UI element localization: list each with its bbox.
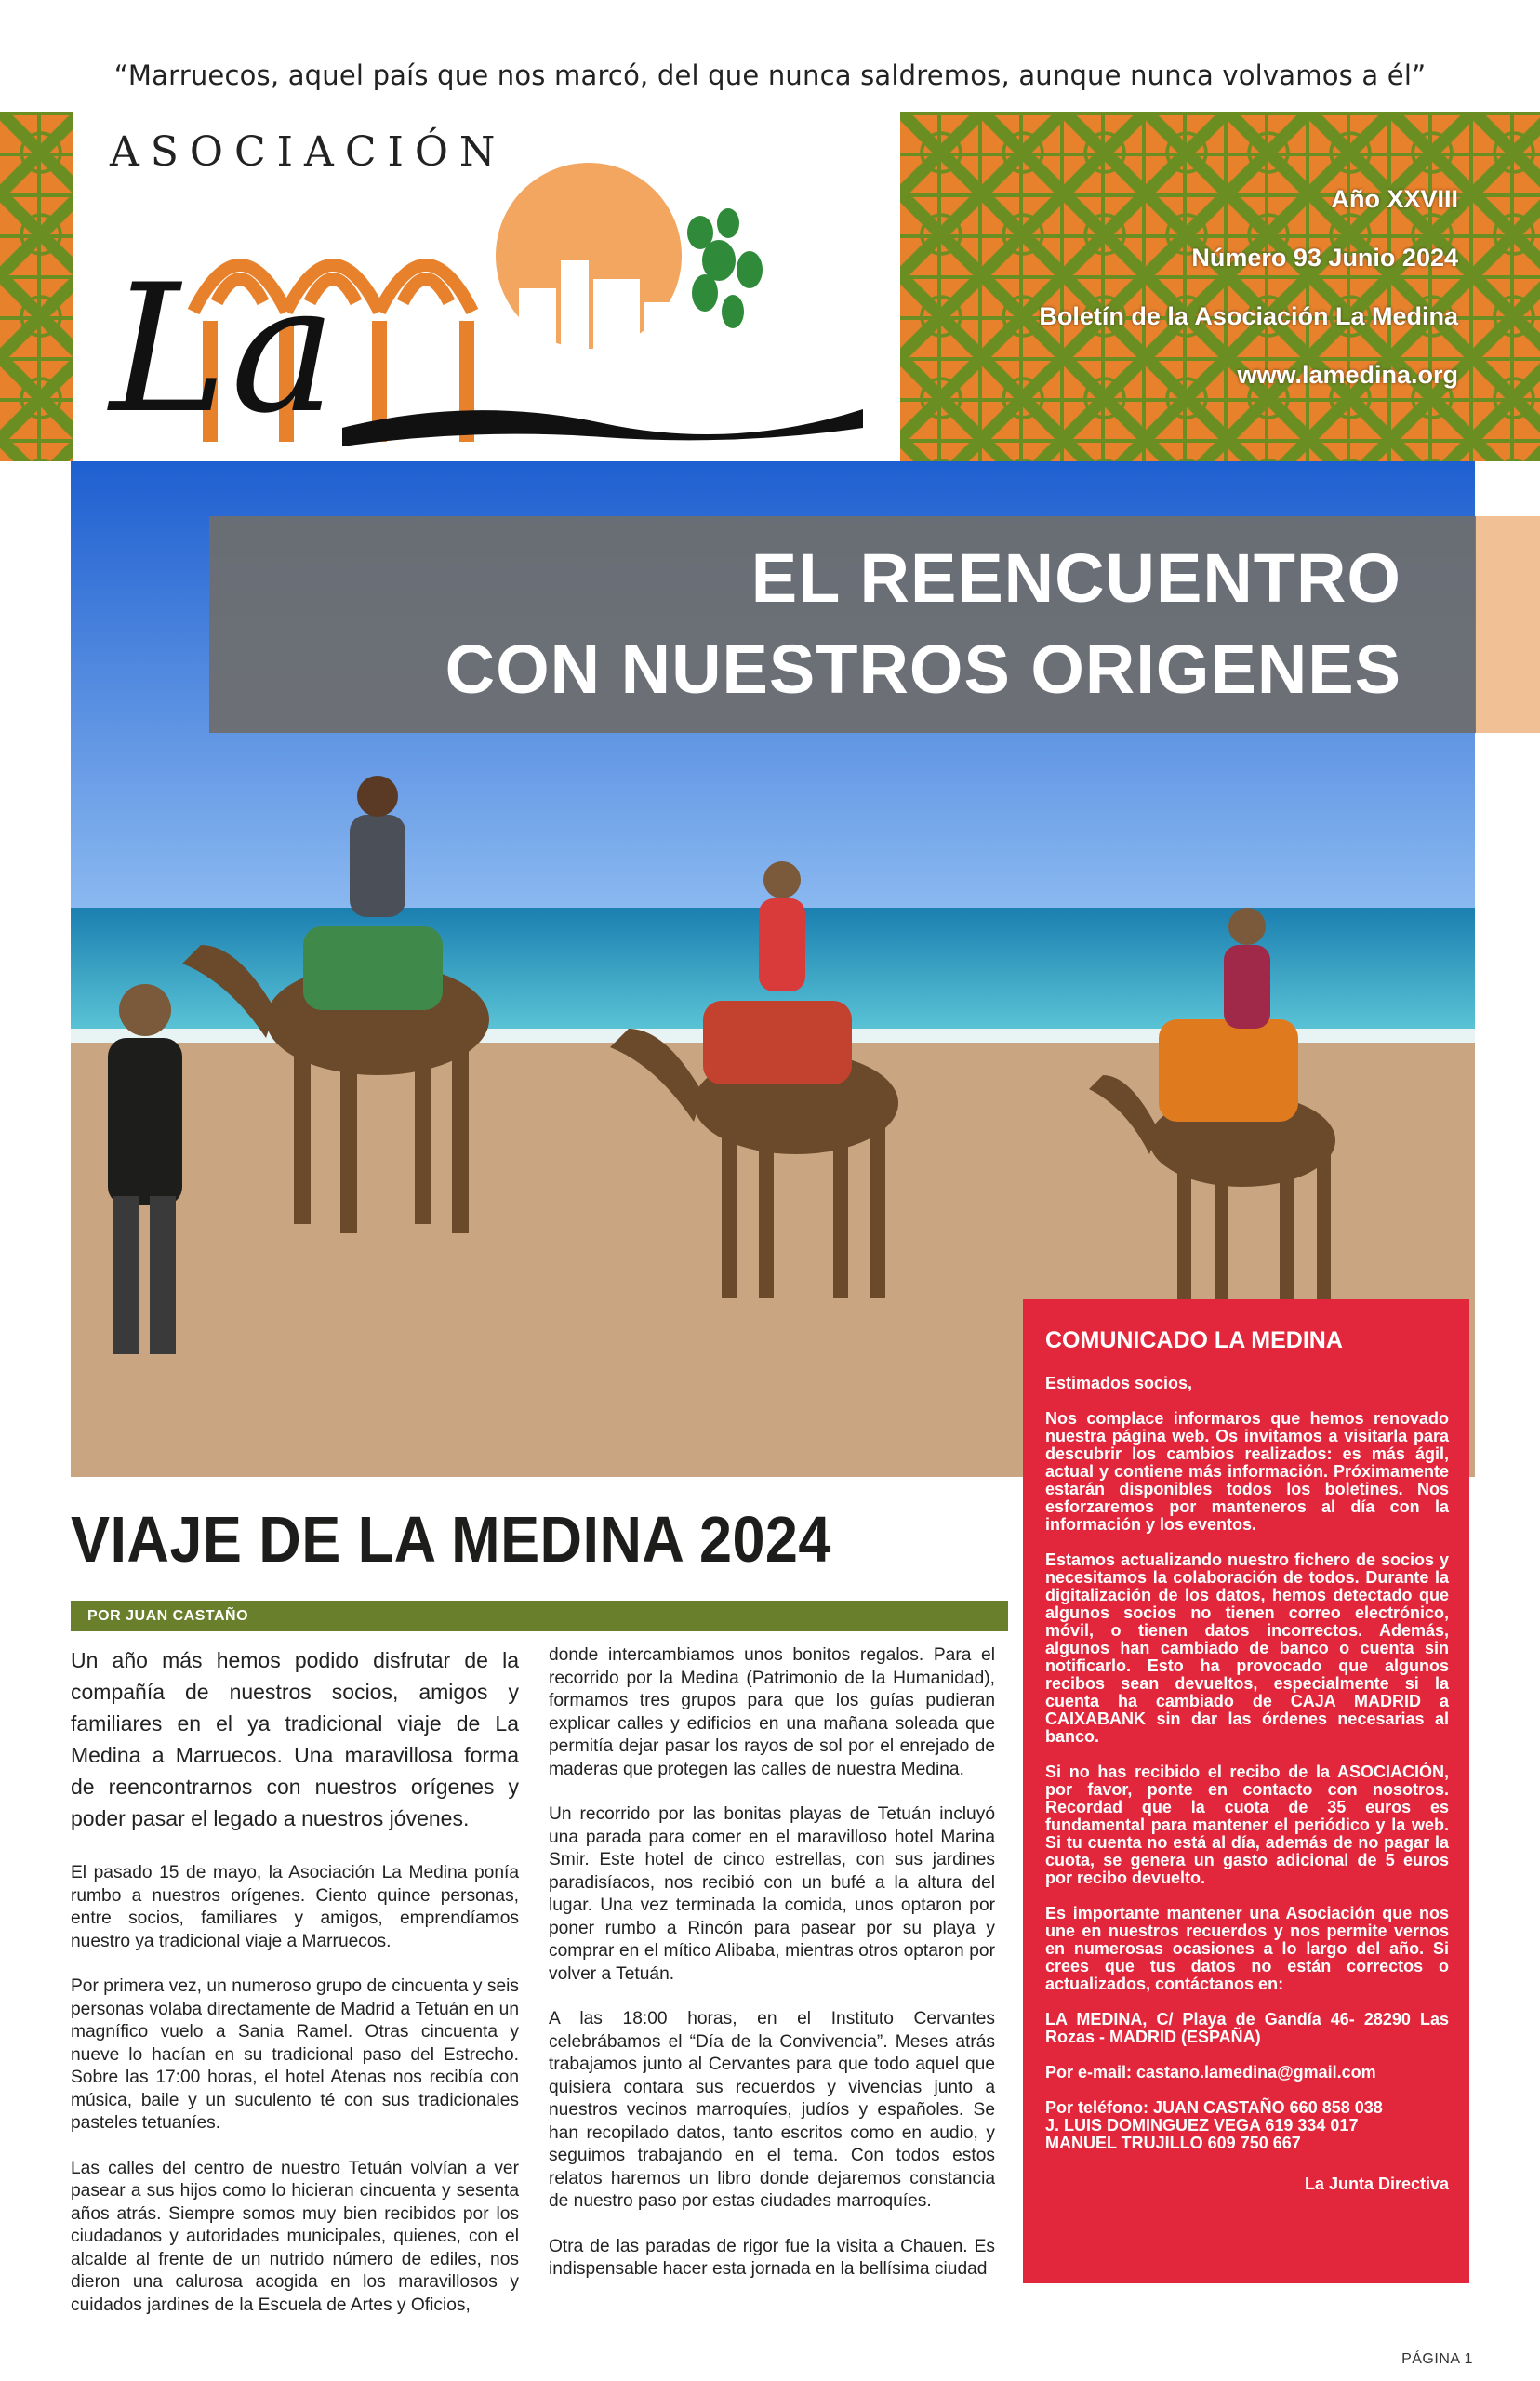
header-bulletin: Boletín de la Asociación La Medina xyxy=(1039,302,1458,330)
comunicado-email[interactable]: Por e-mail: castano.lamedina@gmail.com xyxy=(1045,2063,1376,2082)
article-lead: Un año más hemos podido disfrutar de la compañía de nuestros socios, amigos y familiares en el ya tradicional viaje de La Medina a Marruecos. Una maravillosa forma de reencontrarnos con nuestros orígenes y poder pasar el legado a nuestros jóvenes. xyxy=(71,1648,519,1830)
headline-line1: EL REENCUENTRO xyxy=(750,539,1401,617)
comunicado-address: LA MEDINA, C/ Playa de Gandía 46- 28290 Las Rozas - MADRID (ESPAÑA) xyxy=(1045,2010,1449,2046)
headline xyxy=(445,533,1401,715)
header-info xyxy=(1039,170,1458,405)
article-paragraph: Un recorrido por las bonitas playas de Tetuán incluyó una parada para comer en el maravilloso hotel Marina Smir. Este hotel de cinco estrellas, con sus jardines paradisíacos, nos recibió con un bufé a la altura del lugar. Una vez terminada la comida, unos optaron por poner rumbo a Rincón para pasear por su playa y comprar en el mítico Alibaba, mientras otros optaron por volver a Tetuán. xyxy=(549,1804,995,1984)
byline: POR JUAN CASTAÑO xyxy=(87,1608,249,1624)
article-column-1 xyxy=(71,1644,519,2339)
tagline: “Marruecos, aquel país que nos marcó, del que nunca saldremos, aunque nunca volvamos a él” xyxy=(113,60,1427,91)
byline-bar xyxy=(71,1601,1008,1631)
article-title: VIAJE DE LA MEDINA 2024 xyxy=(71,1503,831,1576)
article-paragraph: El pasado 15 de mayo, la Asociación La Medina ponía rumbo a nuestros orígenes. Ciento quince personas, entre socios, familiares y amigos, emprendíamos nuestro ya tradicional viaje a Marruecos. xyxy=(71,1863,519,1951)
comunicado-paragraph: Es importante mantener una Asociación que nos une en nuestros recuerdos y nos permite vernos en numerosas ocasiones a lo largo del año. Si crees que tus datos no están correctos o actualizados, contáctanos en: xyxy=(1045,1904,1449,1993)
comunicado-paragraph: Nos complace informaros que hemos renovado nuestra página web. Os invitamos a visitarla para descubrir los cambios realizados: es más ágil, actual y contiene más información. Próximamente estarán disponibles todos los boletines. Nos esforzaremos por manteneros al día con la información y los eventos. xyxy=(1045,1409,1449,1534)
headline-line2: CON NUESTROS ORIGENES xyxy=(445,631,1401,708)
header-issue: Número 93 Junio 2024 xyxy=(1191,244,1458,272)
article-paragraph: Las calles del centro de nuestro Tetuán volvían a ver pasear a sus hijos como lo hicieran cincuenta y sesenta años atrás. Siempre somos muy bien recibidos por los ciudadanos y autoridades municipales, quienes, con el alcalde al frente de un nutrido número de ediles, nos dieron una calurosa acogida en los maravillosos y cuidados jardines de la Escuela de Artes y Oficios, xyxy=(71,2158,519,2315)
header-website[interactable]: www.lamedina.org xyxy=(1237,361,1458,389)
logo-asociacion: ASOCIACIÓN xyxy=(110,128,507,176)
logo-name: La xyxy=(110,246,340,452)
header-year: Año XXVIII xyxy=(1331,185,1458,213)
page-number: PÁGINA 1 xyxy=(1401,2351,1473,2367)
pattern-left xyxy=(0,112,73,461)
comunicado-signature: La Junta Directiva xyxy=(1304,2175,1449,2193)
comunicado-box xyxy=(1023,1299,1469,2283)
comunicado-paragraph: Estamos actualizando nuestro fichero de socios y necesitamos la colaboración de todos. Durante la digitalización de los datos, hemos detectado que algunos socios no tienen correo electrónico, móvil, o tienen datos incorrectos. Además, algunos han cambiado de banco o cuenta sin notificarlo. Esto ha provocado que algunos recibos sean devueltos, especialmente si la cuenta ha cambiado de CAJA MADRID a CAIXABANK sin dar las órdenes necesarias al banco. xyxy=(1045,1550,1449,1746)
peach-tab xyxy=(1476,516,1540,733)
logo xyxy=(73,112,900,461)
comunicado-title: COMUNICADO LA MEDINA xyxy=(1045,1327,1343,1353)
comunicado-phone: MANUEL TRUJILLO 609 750 667 xyxy=(1045,2134,1301,2152)
comunicado-paragraph: Estimados socios, xyxy=(1045,1374,1193,1392)
article-paragraph: Otra de las paradas de rigor fue la visita a Chauen. Es indispensable hacer esta jornada en la bellísima ciudad xyxy=(549,2236,995,2279)
article-paragraph: A las 18:00 horas, en el Instituto Cervantes celebrábamos el “Día de la Convivencia”. Meses atrás trabajamos junto al Cervantes para que todo aquel que quisiera contara sus recuerdos y vivencias junto a nuestros vecinos marroquíes, judíos y españoles. Se han recopilado datos, tanto escritos como en audio, y seguimos trabajando en el tema. Con todos estos relatos haremos un libro donde dejaremos constancia de nuestro paso por estas ciudades marroquíes. xyxy=(549,2009,995,2211)
article-paragraph: donde intercambiamos unos bonitos regalos. Para el recorrido por la Medina (Patrimonio de la Humanidad), formamos tres grupos para que los guías pudieran explicar calles y edificios en una mañana soleada que permitía dejar pasar los rayos de sol por el enrejado de maderas que protegen las calles de nuestra Medina. xyxy=(549,1645,995,1779)
logo-wave xyxy=(342,391,863,456)
article-paragraph: Por primera vez, un numeroso grupo de cincuenta y seis personas volaba directamente de Madrid a Tetuán en un magnífico vuelo a Sania Ramel. Otras cincuenta y nueve lo hacían en su tradicional paso del Estrecho. Sobre las 17:00 horas, el hotel Atenas nos recibía con música, baile y un suculento té con sus tradicionales pasteles tetuaníes. xyxy=(71,1976,519,2133)
article-column-2 xyxy=(549,1644,995,2304)
comunicado-phone: J. LUIS DOMINGUEZ VEGA 619 334 017 xyxy=(1045,2116,1359,2135)
headline-box xyxy=(209,516,1476,733)
comunicado-paragraph: Si no has recibido el recibo de la ASOCIACIÓN, por favor, ponte en contacto con nosotros. Recordad que la cuota de 35 euros es fundamental para mantener el periódico y la web. Si tu cuenta no está al día, además de no pagar la cuota, se genera un gasto adicional de 5 euros por recibo devuelto. xyxy=(1045,1762,1449,1887)
comunicado-phone: Por teléfono: JUAN CASTAÑO 660 858 038 xyxy=(1045,2098,1383,2117)
